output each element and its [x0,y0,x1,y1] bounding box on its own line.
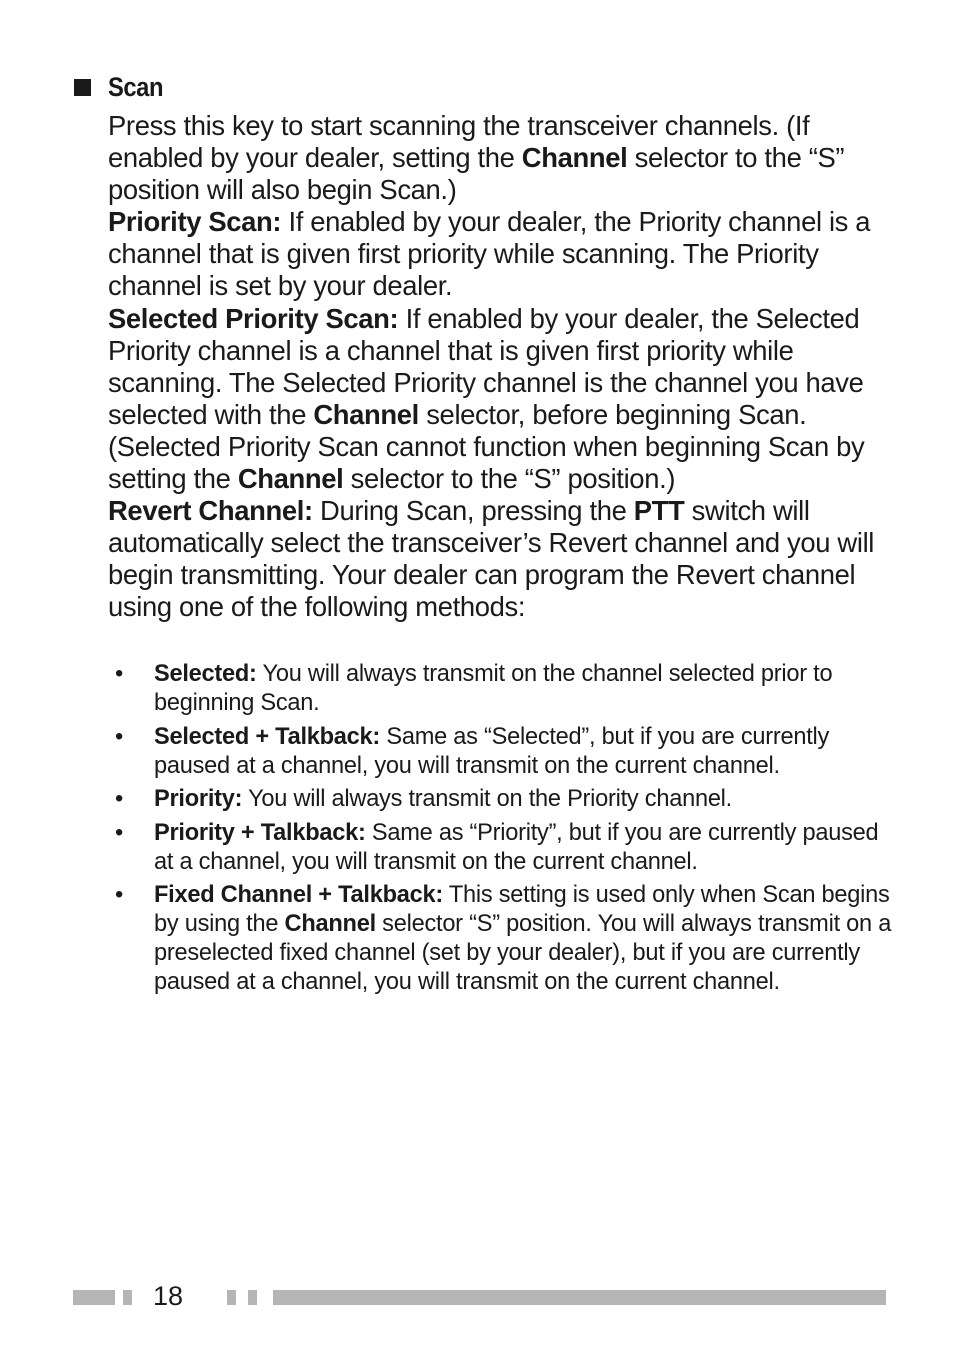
footer-bar-right [273,1290,886,1305]
section-title: Scan [108,72,164,102]
bullet-icon: • [115,786,124,812]
square-bullet-icon [74,79,91,96]
bullet-icon: • [115,661,124,687]
selected-priority-paragraph: Selected Priority Scan: If enabled by your dealer, the Selected Priority channel is a channel that is given first priority while scanning. The Selected Priority channel is the channel you have selected with the Channel selector, before beginning Scan. (Selected Priority Scan cannot function when beginning Scan by setting the Channel selector to the “S” position.) [108,302,865,495]
bullet-icon: • [115,723,124,750]
footer-bar-left [73,1290,115,1305]
section-heading [74,72,171,103]
list-item: • Selected: You will always transmit on the channel selected prior to beginning Scan. [115,661,833,716]
list-item: • Priority: You will always transmit on the Priority channel. [115,786,732,812]
revert-channel-label: Revert Channel: [108,495,313,527]
list-item: • Selected + Talkback: Same as “Selected”, but if you are currently paused at a channel, you will transmit on the current channel. [115,723,830,779]
list-item: • Fixed Channel + Talkback: This setting is used only when Scan begins by using the Channel selector “S” position. You will always transmit on a preselected fixed channel (set by your dealer), but if you are currently paused at a channel, you will transmit on the current channel. [115,882,892,995]
priority-scan-paragraph: Priority Scan: If enabled by your dealer, the Priority channel is a channel that is given first priority while scanning. The Priority channel is set by your dealer. [108,206,871,302]
page-number: 18 [153,1281,184,1311]
revert-channel-paragraph: Revert Channel: During Scan, pressing the PTT switch will automatically select the transceiver’s Revert channel and you will begin transmitting. Your dealer can program the Revert channel using one of the following methods: [108,495,875,623]
revert-methods-list [115,660,895,1002]
footer-bar-mid-2 [248,1290,257,1305]
footer-bar-left-small [123,1290,132,1305]
selected-priority-label: Selected Priority Scan: [108,302,399,334]
bullet-icon: • [115,882,124,908]
intro-paragraph: Press this key to start scanning the transceiver channels. (If enabled by your dealer, setting the Channel selector to the “S” position will also begin Scan.) [108,110,845,206]
list-item: • Priority + Talkback: Same as “Priority”, but if you are currently paused at a channel, you will transmit on the current channel. [115,819,879,875]
priority-scan-label: Priority Scan: [108,206,282,238]
page-footer [0,1280,954,1320]
bullet-icon: • [115,819,124,846]
footer-bar-mid-1 [227,1290,236,1305]
body-text [108,110,898,624]
